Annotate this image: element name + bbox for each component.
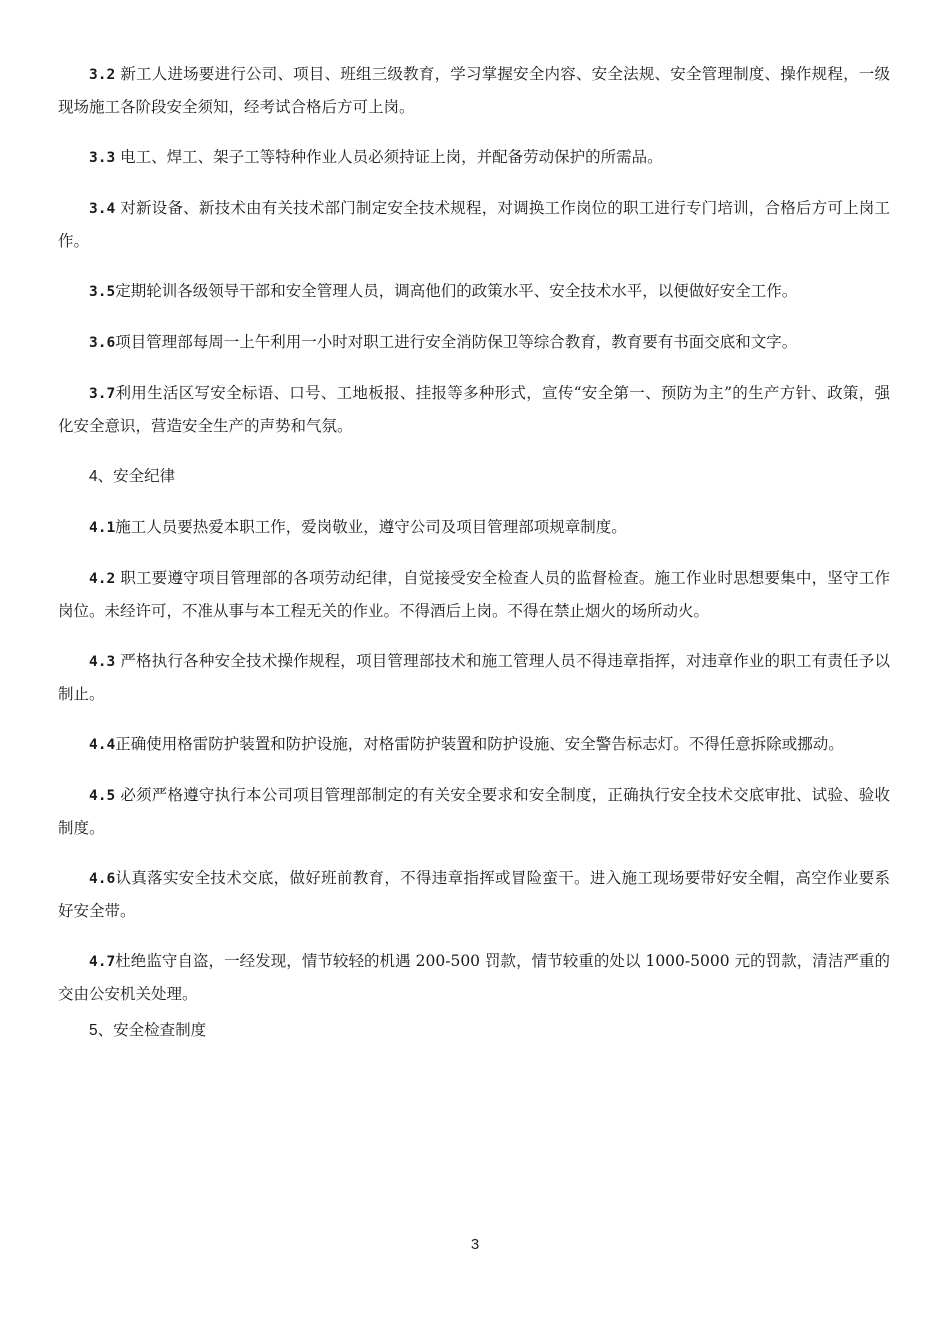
clause-number: 3.2 <box>89 67 116 83</box>
clause-text: 施工人员要热爱本职工作，爱岗敬业，遵守公司及项目管理部项规章制度。 <box>115 518 627 536</box>
clause-text: 必须严格遵守执行本公司项目管理部制定的有关安全要求和安全制度，正确执行安全技术交底审批、试验、验收制度。 <box>58 786 890 837</box>
clause-text: 利用生活区写安全标语、口号、工地板报、挂报等多种形式，宣传“安全第一、预防为主”的生产方针、政策，强化安全意识，营造安全生产的声势和气氛。 <box>58 384 890 435</box>
clause-number: 4.4 <box>89 737 116 753</box>
clause-number: 4.6 <box>89 871 116 887</box>
section-heading-5 <box>58 1014 890 1047</box>
paragraph-4-3 <box>58 645 890 710</box>
paragraph-4-5 <box>58 779 890 844</box>
section-number: 4 <box>89 468 98 485</box>
clause-number: 3.5 <box>89 284 116 300</box>
clause-text: 新工人进场要进行公司、项目、班组三级教育，学习掌握安全内容、安全法规、安全管理制度、操作规程，一级现场施工各阶段安全须知，经考试合格后方可上岗。 <box>58 65 890 116</box>
paragraph-3-6 <box>58 326 890 359</box>
clause-text: 认真落实安全技术交底，做好班前教育，不得违章指挥或冒险蛮干。进入施工现场要带好安全帽，高空作业要系好安全带。 <box>58 869 890 920</box>
page-number: 3 <box>470 1236 480 1253</box>
clause-number: 4.3 <box>89 654 116 670</box>
clause-number: 3.4 <box>89 201 116 217</box>
clause-text: 职工要遵守项目管理部的各项劳动纪律，自觉接受安全检查人员的监督检查。施工作业时思想要集中，坚守工作岗位。未经许可，不准从事与本工程无关的作业。不得酒后上岗。不得在禁止烟火的场所动火。 <box>58 569 890 620</box>
paragraph-3-3 <box>58 141 890 174</box>
clause-number: 3.7 <box>89 386 116 402</box>
clause-text: 严格执行各种安全技术操作规程，项目管理部技术和施工管理人员不得违章指挥，对违章作业的职工有责任予以制止。 <box>58 652 890 703</box>
clause-text: 对新设备、新技术由有关技术部门制定安全技术规程，对调换工作岗位的职工进行专门培训，合格后方可上岗工作。 <box>58 199 890 250</box>
paragraph-4-4 <box>58 728 890 761</box>
clause-number: 4.2 <box>89 571 116 587</box>
section-title: 、安全纪律 <box>97 467 176 485</box>
section-number: 5 <box>89 1022 98 1039</box>
clause-number: 3.6 <box>89 335 116 351</box>
paragraph-4-6 <box>58 862 890 927</box>
clause-number: 4.5 <box>89 788 116 804</box>
paragraph-4-1 <box>58 511 890 544</box>
clause-text: 电工、焊工、架子工等特种作业人员必须持证上岗，并配备劳动保护的所需品。 <box>115 148 663 166</box>
clause-number: 3.3 <box>89 150 116 166</box>
clause-text: 定期轮训各级领导干部和安全管理人员，调高他们的政策水平、安全技术水平，以便做好安全工作。 <box>115 282 798 300</box>
paragraph-3-2 <box>58 58 890 123</box>
paragraph-4-7 <box>58 945 890 1010</box>
clause-text: 项目管理部每周一上午利用一小时对职工进行安全消防保卫等综合教育，教育要有书面交底和文字。 <box>115 333 798 351</box>
section-heading-4 <box>58 460 890 493</box>
paragraph-3-7 <box>58 377 890 442</box>
clause-number: 4.1 <box>89 520 116 536</box>
section-title: 、安全检查制度 <box>97 1021 207 1039</box>
paragraph-3-5 <box>58 275 890 308</box>
clause-text: 杜绝监守自盗，一经发现，情节较轻的机遇 200-500 罚款，情节较重的处以 1000-5000 元的罚款，清洁严重的交由公安机关处理。 <box>58 952 890 1003</box>
paragraph-4-2 <box>58 562 890 627</box>
paragraph-3-4 <box>58 192 890 257</box>
clause-text: 正确使用格雷防护装置和防护设施，对格雷防护装置和防护设施、安全警告标志灯。不得任意拆除或挪动。 <box>115 735 844 753</box>
document-body <box>58 58 890 1065</box>
clause-number: 4.7 <box>89 954 116 970</box>
